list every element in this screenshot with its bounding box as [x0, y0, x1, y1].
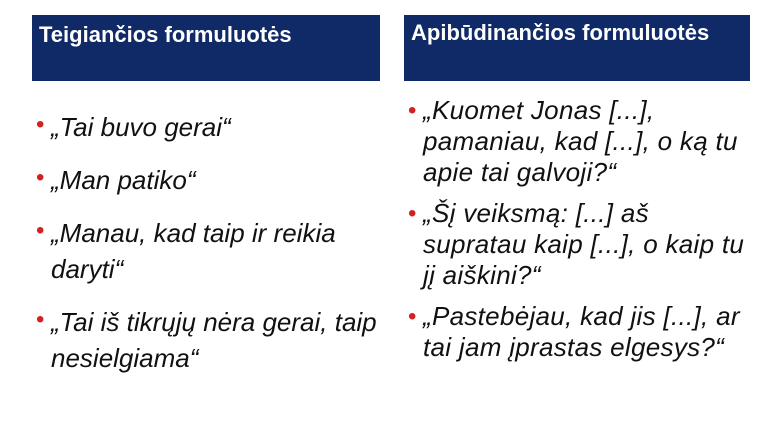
bullet-icon: • [36, 164, 45, 191]
list-item [404, 301, 750, 363]
list-item [32, 304, 380, 376]
bullet-icon: • [408, 200, 417, 227]
right-bullet-list [404, 95, 750, 363]
bullet-icon: • [36, 306, 45, 333]
bullet-icon: • [408, 97, 417, 124]
right-column-title: Apibūdinančios formuluotės [404, 15, 750, 81]
list-item-text: „Man patiko“ [51, 165, 196, 195]
right-column [404, 15, 750, 373]
left-column-title: Teigiančios formuluotės [32, 15, 380, 81]
list-item [32, 109, 380, 145]
list-item-text: „Manau, kad taip ir reikia daryti“ [51, 218, 336, 284]
list-item [32, 162, 380, 198]
list-item-text: „Tai buvo gerai“ [51, 112, 231, 142]
bullet-icon: • [36, 111, 45, 138]
list-item [32, 215, 380, 287]
bullet-icon: • [36, 217, 45, 244]
left-column [32, 15, 380, 393]
list-item-text: „Kuomet Jonas [...], pamaniau, kad [...], o ką tu apie tai galvoji?“ [423, 95, 738, 187]
bullet-icon: • [408, 303, 417, 330]
list-item [404, 198, 750, 291]
list-item-text: „Šį veiksmą: [...] aš supratau kaip [...], o kaip tu jį aiškini?“ [423, 198, 745, 290]
list-item-text: „Pastebėjau, kad jis [...], ar tai jam įprastas elgesys?“ [423, 301, 740, 362]
list-item-text: „Tai iš tikrųjų nėra gerai, taip nesielgiama“ [51, 307, 377, 373]
list-item [404, 95, 750, 188]
left-bullet-list [32, 109, 380, 376]
